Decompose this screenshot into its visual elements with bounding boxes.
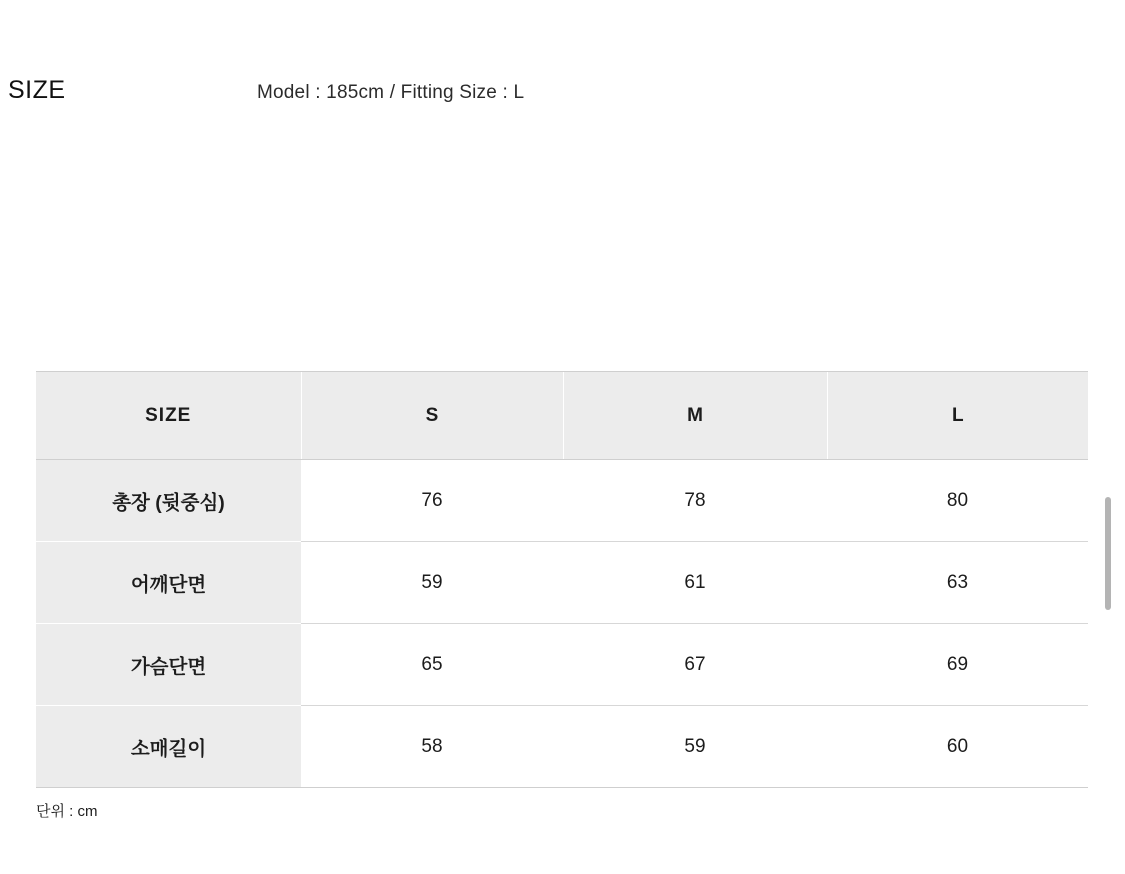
cell-chest-m: 67 [563,624,827,706]
page-title: SIZE [8,76,66,104]
cell-shoulder-l: 63 [827,542,1088,624]
table-row [36,542,1088,624]
row-label-sleeve: 소매길이 [36,706,301,788]
size-table-body [36,460,1088,788]
column-header-s: S [301,372,563,460]
column-header-m: M [563,372,827,460]
page-scrollbar-track[interactable] [1112,0,1118,874]
table-row [36,460,1088,542]
row-label-chest: 가슴단면 [36,624,301,706]
column-header-size: SIZE [36,372,301,460]
cell-sleeve-m: 59 [563,706,827,788]
cell-total-length-m: 78 [563,460,827,542]
cell-total-length-s: 76 [301,460,563,542]
table-header-row [36,372,1088,460]
table-row [36,624,1088,706]
cell-shoulder-m: 61 [563,542,827,624]
cell-sleeve-s: 58 [301,706,563,788]
size-table-container [36,371,1088,788]
model-fitting-note: Model : 185cm / Fitting Size : L [257,82,525,103]
page-scrollbar-thumb[interactable] [1105,497,1111,610]
cell-chest-l: 69 [827,624,1088,706]
size-table-header [36,372,1088,460]
cell-total-length-l: 80 [827,460,1088,542]
cell-shoulder-s: 59 [301,542,563,624]
cell-sleeve-l: 60 [827,706,1088,788]
cell-chest-s: 65 [301,624,563,706]
column-header-l: L [827,372,1088,460]
row-label-shoulder: 어깨단면 [36,542,301,624]
unit-note: 단위 : cm [36,803,98,820]
size-table [36,371,1088,788]
row-label-total-length: 총장 (뒷중심) [36,460,301,542]
table-row [36,706,1088,788]
